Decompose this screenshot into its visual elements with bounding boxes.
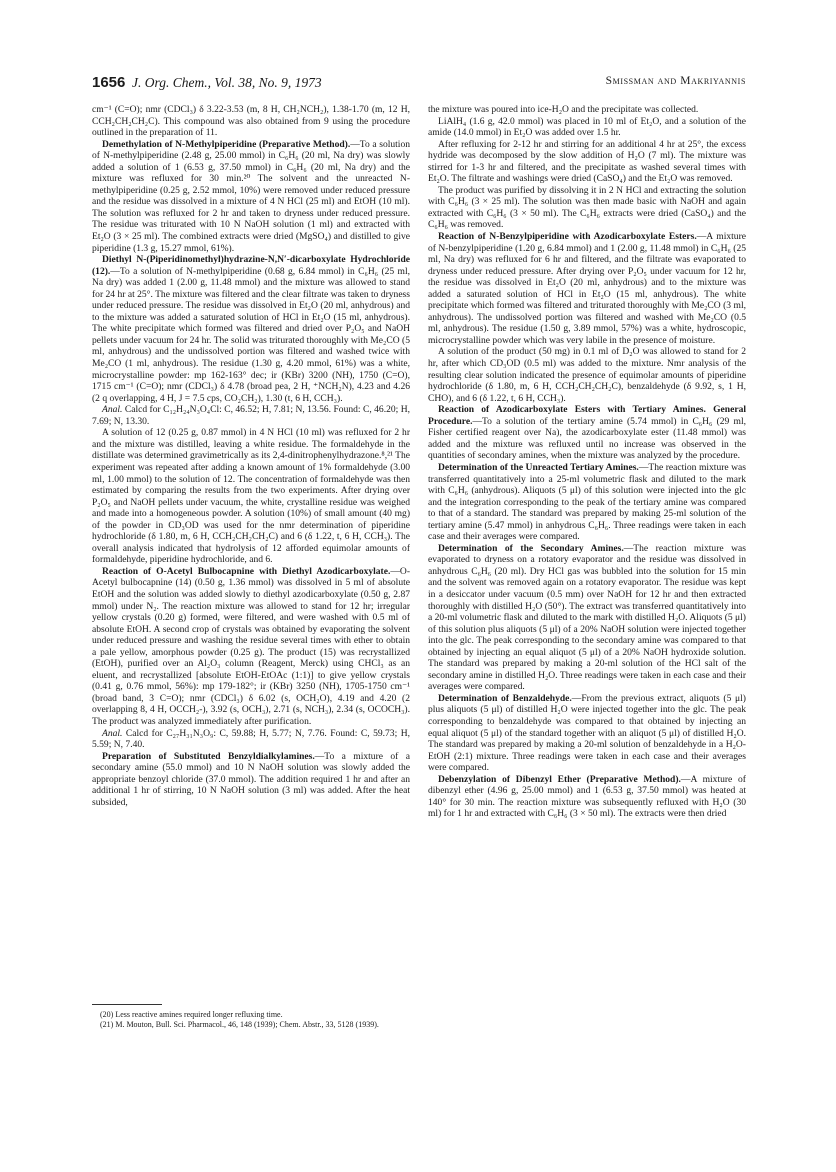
paragraph-text: —A mixture of N-benzylpiperidine (1.20 g, 6.84 mmol) and 1 (2.00 g, 11.48 mmol) in C₆H₆ (25 ml, Na dry) was refluxed for 6 hr and filtered, and the filtrate was evaporated to dryness under reduced pressure. After drying over P₂O₅ under vacuum for 12 hr, the residue was dissolved in Et₂O (20 ml, anhydrous) and to the mixture was added a saturated solution of HCl in Et₂O (15 ml, anhydrous). The white precipitate which formed was filtered and triturated thoroughly with Me₂CO (3 ml, anhydrous). The undissolved portion was filtered and washed with Me₂CO (0.5 ml, anhydrous). The residue (1.50 g, 3.89 mmol, 57%) was a white, hydroscopic, microcrystalline powder which was very labile in the presence of moisture. [428,231,746,346]
paragraph-text: —To a mixture of a secondary amine (55.0 mmol) and 10 N NaOH solution was slowly added the appropriate benzoyl chloride (37.0 mmol). The addition required 1 hr and after an additional 1 hr of stirring, 10 N NaOH solution (3 ml) was added. After the heat subsided, [92,750,410,808]
paragraph [92,751,410,809]
paragraph-text: A solution of the product (50 mg) in 0.1 ml of D₂O was allowed to stand for 2 hr, after which CD₃OD (0.5 ml) was added to the mixture. Nmr analysis of the resulting clear solution indicated the presence of equimolar amounts of piperidine hydrochloride (δ 1.80, m, 6 H, CCH₂CH₂CH₂C), benzaldehyde (δ 9.92, s, 1 H, CHO), and 6 (δ 1.22, t, 6 H, CCH₃). [428,346,746,404]
paragraph [428,104,746,116]
section-heading: Demethylation of N-Methylpiperidine (Preparative Method). [102,138,351,150]
section-heading: Determination of the Secondary Amines. [438,542,624,554]
paragraph-text: —To a solution of the tertiary amine (5.74 mmol) in C₆H₆ (29 ml, Fisher certified reagent over Na), the azodicarboxylate ester (11.48 mmol) was added and the mixture was refluxed until no increase was observed in the quantities of secondary amines, when the mixture was analyzed by the procedure. [428,415,746,462]
journal-citation: J. Org. Chem., Vol. 38, No. 9, 1973 [132,75,322,90]
paragraph-text: —To a solution of N-methylpiperidine (2.48 g, 25.00 mmol) in C₆H₆ (20 ml, Na dry) was slowly added a solution of 1 (6.53 g, 37.50 mmol) in C₆H₆ (20 ml, Na dry) and the mixture was refluxed for 30 min.²⁰ The solvent and the unreacted N-methylpiperidine (0.25 g, 2.52 mmol, 10%) were removed under reduced pressure and the residue was dissolved in a mixture of 4 N HCl (25 ml) and EtOH (10 ml). The solution was refluxed for 2 hr and taken to dryness under reduced pressure. The residue was triturated with 10 N NaOH solution (1 ml) and extracted with Et₂O (3 × 25 ml). The combined extracts were dried (MgSO₄) and distilled to give piperidine (1.3 g, 15.27 mmol, 61%). [92,138,410,254]
page-header [92,74,746,94]
page-number: 1656 [92,74,126,91]
section-heading: Debenzylation of Dibenzyl Ether (Preparative Method). [438,773,681,785]
paragraph-text: —A mixture of dibenzyl ether (4.96 g, 25.00 mmol) and 1 (6.53 g, 37.50 mmol) was heated at 140° for 30 min. The reaction mixture was subsequently refluxed with H₂O (30 ml) for 1 hr and extracted with C₆H₆ (3 × 50 ml). The extracts were then dried [428,773,746,820]
paragraph [428,774,746,820]
paragraph-text: cm⁻¹ (C=O); nmr (CDCl₃) δ 3.22-3.53 (m, 8 H, CH₂NCH₂), 1.38-1.70 (m, 12 H, CCH₂CH₂CH₂C). This compound was also obtained from 9 using the procedure outlined in the preparation of 11. [92,104,410,139]
paragraph-text: A solution of 12 (0.25 g, 0.87 mmol) in 4 N HCl (10 ml) was refluxed for 2 hr and the mixture was distilled, leaving a white residue. The formaldehyde in the distillate was determined gravimetrically as its 2,4-dinitrophenylhydrazone.⁸,²¹ The experiment was repeated after adding a known amount of 1% formaldehyde (3.00 ml, 1.00 mmol) to the solution of 12. The concentration of formaldehyde was then estimated by comparing the results from the two experiments. After drying over P₂O₅ and NaOH pellets under vacuum, the white, crystalline residue was weighed and made into a homogeneous powder. A solution (10%) of small amount (40 mg) of the powder in CD₃OD was used for the nmr determination of piperidine hydrochloride (δ 1.80, m, 6 H, CCH₂CH₂CH₂C) and 6 (δ 1.22, t, 6 H, CCH₃). The overall analysis indicated that hydrolysis of 12 afforded equimolar amounts of formaldehyde, piperidine hydrochloride, and 6. [92,427,410,566]
section-heading: Determination of the Unreacted Tertiary Amines. [438,461,639,473]
section-heading: Reaction of Azodicarboxylate Esters with Tertiary Amines. General Procedure. [428,404,746,427]
paragraph-text: After refluxing for 2-12 hr and stirring for an additional 4 hr at 25°, the excess hydride was decomposed by the slow addition of H₂O (7 ml). The mixture was stirred for 1-3 hr and filtered, and the precipitate as washed several times with Et₂O. The filtrate and washings were dried (CaSO₄) and the Et₂O was removed. [428,138,746,185]
section-heading: Diethyl N-(Piperidinomethyl)hydrazine-N,N′-dicarboxylate Hydrochloride (12). [92,254,410,277]
section-heading: Preparation of Substituted Benzyldialkylamines. [102,750,315,762]
paragraph [92,427,410,566]
paragraph-text: the mixture was poured into ice-H₂O and the precipitate was collected. [428,104,699,115]
paragraph-text: —From the previous extract, aliquots (5 μl) plus aliquots (5 μl) of distilled H₂O were injected together into the glc. The peak corresponding to benzaldehyde was compared to that obtained by injecting an equal aliquot (5 μl) of the standard together with an aliquot (5 μl) of distilled H₂O. The standard was prepared by making a 20-ml solution of benzaldehyde in a H₂O-EtOH (2:1) mixture. Three readings were taken in each case and their averages were compared. [428,692,746,774]
paragraph [92,566,410,728]
right-column [428,104,746,1114]
footnote: (21) M. Mouton, Bull. Sci. Pharmacol., 46, 148 (1939); Chem. Abstr., 33, 5128 (1939). [100,1020,379,1029]
paragraph-text: Calcd for C₁₂H₂₄N₃O₄Cl: C, 46.52; H, 7.81; N, 13.56. Found: C, 46.20; H, 7.69; N, 13.30. [92,404,410,427]
paragraph-text: The product was purified by dissolving it in 2 N HCl and extracting the solution with C₆H₆ (3 × 25 ml). The solution was then made basic with NaOH and again extracted with C₆H₆ (3 × 50 ml). The C₆H₆ extracts were dried (CaSO₄) and the C₆H₆ was removed. [428,184,746,231]
analysis-label: Anal. [102,727,123,739]
footnote-rule [92,1004,162,1005]
paragraph-text: Calcd for C₂₇H₃₁N₃O₉: C, 59.88; H, 5.77; N, 7.76. Found: C, 59.73; H, 5.59; N, 7.40. [92,727,410,751]
paragraph-text: —O-Acetyl bulbocapnine (14) (0.50 g, 1.36 mmol) was dissolved in 5 ml of absolute EtOH and the solution was added slowly to diethyl azodicarboxylate (0.50 g, 2.87 mmol) under N₂. The reaction mixture was allowed to stand for 12 hr; irregular yellow crystals (0.20 g) formed, were filtered, and were washed with 0.5 ml of absolute EtOH. A second crop of crystals was obtained by evaporating the solvent under reduced pressure and washing the residue several times with ether to obtain a pale yellow, amorphous powder (0.25 g). The product (15) was recrystallized (EtOH), purified over an Al₂O₃ column (Reagent, Merck) using CHCl₃ as an eluent, and recrystallized [absolute EtOH-EtOAc (1:1)] to give yellow crystals (0.41 g, 0.76 mmol, 56%): mp 179-182°; ir (KBr) 3250 (NH), 1705-1750 cm⁻¹ (broad band, 3 C=O); nmr (CDCl₃) δ 6.02 (s, OCH₂O), 4.19 and 4.20 (2 overlapping 8, 4 H, OCCH₂-), 3.92 (s, OCH₃), 2.71 (s, NCH₃), 2.34 (s, OCOCH₃). The product was analyzed immediately after purification. [92,565,410,727]
paragraph [428,404,746,462]
paragraph [92,728,410,751]
paragraph-text: —The reaction mixture was evaporated to dryness on a rotatory evaporator and the residue was dissolved in anhydrous C₆H₆ (20 ml). Dry HCl gas was bubbled into the solution for 15 min and the solvent was removed again on a rotatory evaporator. The residue was kept in a desiccator under vacuum (0.5 mm) over NaOH for 12 hr and then extracted thoroughly with distilled H₂O (50°). The extract was transferred quantitatively into a 20-ml volumetric flask and diluted to the mark with distilled H₂O. Aliquots (5 μl) of this solution plus aliquots (5 μl) of a 20% NaOH solution were injected together into the glc. The peak corresponding to the secondary amine was compared to that obtained by injecting an equal aliquot (5 μl) of a 20% NaOH hydroxide solution. The standard was prepared by making a 20-ml solution of the HCl salt of the secondary amine in distilled H₂O. Three readings were taken in each case and their averages were compared. [428,542,746,693]
section-heading: Reaction of N-Benzylpiperidine with Azodicarboxylate Esters. [438,231,697,243]
paragraph [428,116,746,139]
section-heading: Reaction of O-Acetyl Bulbocapnine with Diethyl Azodicarboxylate. [102,565,391,577]
paragraph [92,404,410,427]
paragraph [428,346,746,404]
paragraph [428,139,746,185]
paragraph [92,254,410,404]
paragraph-text: —The reaction mixture was transferred quantitatively into a 25-ml volumetric flask and diluted to the mark with C₆H₆ (anhydrous). Aliquots (5 μl) of this solution were injected into the glc and the integration corresponding to the peak of the tertiary amine was compared to that of a standard. The standard was prepared by making 25-ml solution of the tertiary amine (5.47 mmol) in anhydrous C₆H₆. Three readings were taken in each case and their averages were compared. [428,461,746,543]
paragraph [92,139,410,254]
paragraph [428,543,746,693]
paragraph [92,104,410,139]
paragraph-text: LiAlH₄ (1.6 g, 42.0 mmol) was placed in 10 ml of Et₂O, and a solution of the amide (14.0 mmol) in Et₂O was added over 1.5 hr. [428,115,746,139]
paragraph [428,231,746,346]
paragraph [428,693,746,774]
footnote: (20) Less reactive amines required longer refluxing time. [100,1010,283,1019]
paragraph [428,462,746,543]
analysis-label: Anal. [102,404,123,416]
left-column [92,104,410,1000]
section-heading: Determination of Benzaldehyde. [438,692,572,704]
running-head-authors: Smissman and Makriyannis [605,75,746,87]
paragraph-text: —To a solution of N-methylpiperidine (0.68 g, 6.84 mmol) in C₆H₆ (25 ml, Na dry) was added 1 (2.00 g, 11.48 mmol) and the mixture was allowed to stand for 24 hr at 25°. The mixture was filtered and the clear filtrate was taken to dryness under reduced pressure. The residue was dissolved in Et₂O (20 ml, anhydrous) and to the mixture was added a saturated solution of HCl in Et₂O (15 ml, anhydrous). The white precipitate which formed was filtered and dried over P₂O₅ and NaOH pellets under vacuum for 24 hr. The solid was triturated thoroughly with Me₂CO (5 ml, anhydrous) and the undissolved portion was filtered and washed twice with Me₂CO (1 ml, anhydrous). The residue (1.30 g, 4.20 mmol, 61%) was a white, microcrystalline powder: mp 162-163° dec; ir (KBr) 3200 (NH), 1750 (C=O), 1715 cm⁻¹ (C=O); nmr (CDCl₃) δ 4.78 (broad pea, 2 H, ⁺NCH₂N), 4.23 and 4.26 (2 q overlapping, 4 H, J = 7.5 cps, CO₂CH₂), 1.30 (t, 6 H, CCH₃). [92,265,410,404]
paragraph [428,185,746,231]
footnotes [92,1010,410,1030]
